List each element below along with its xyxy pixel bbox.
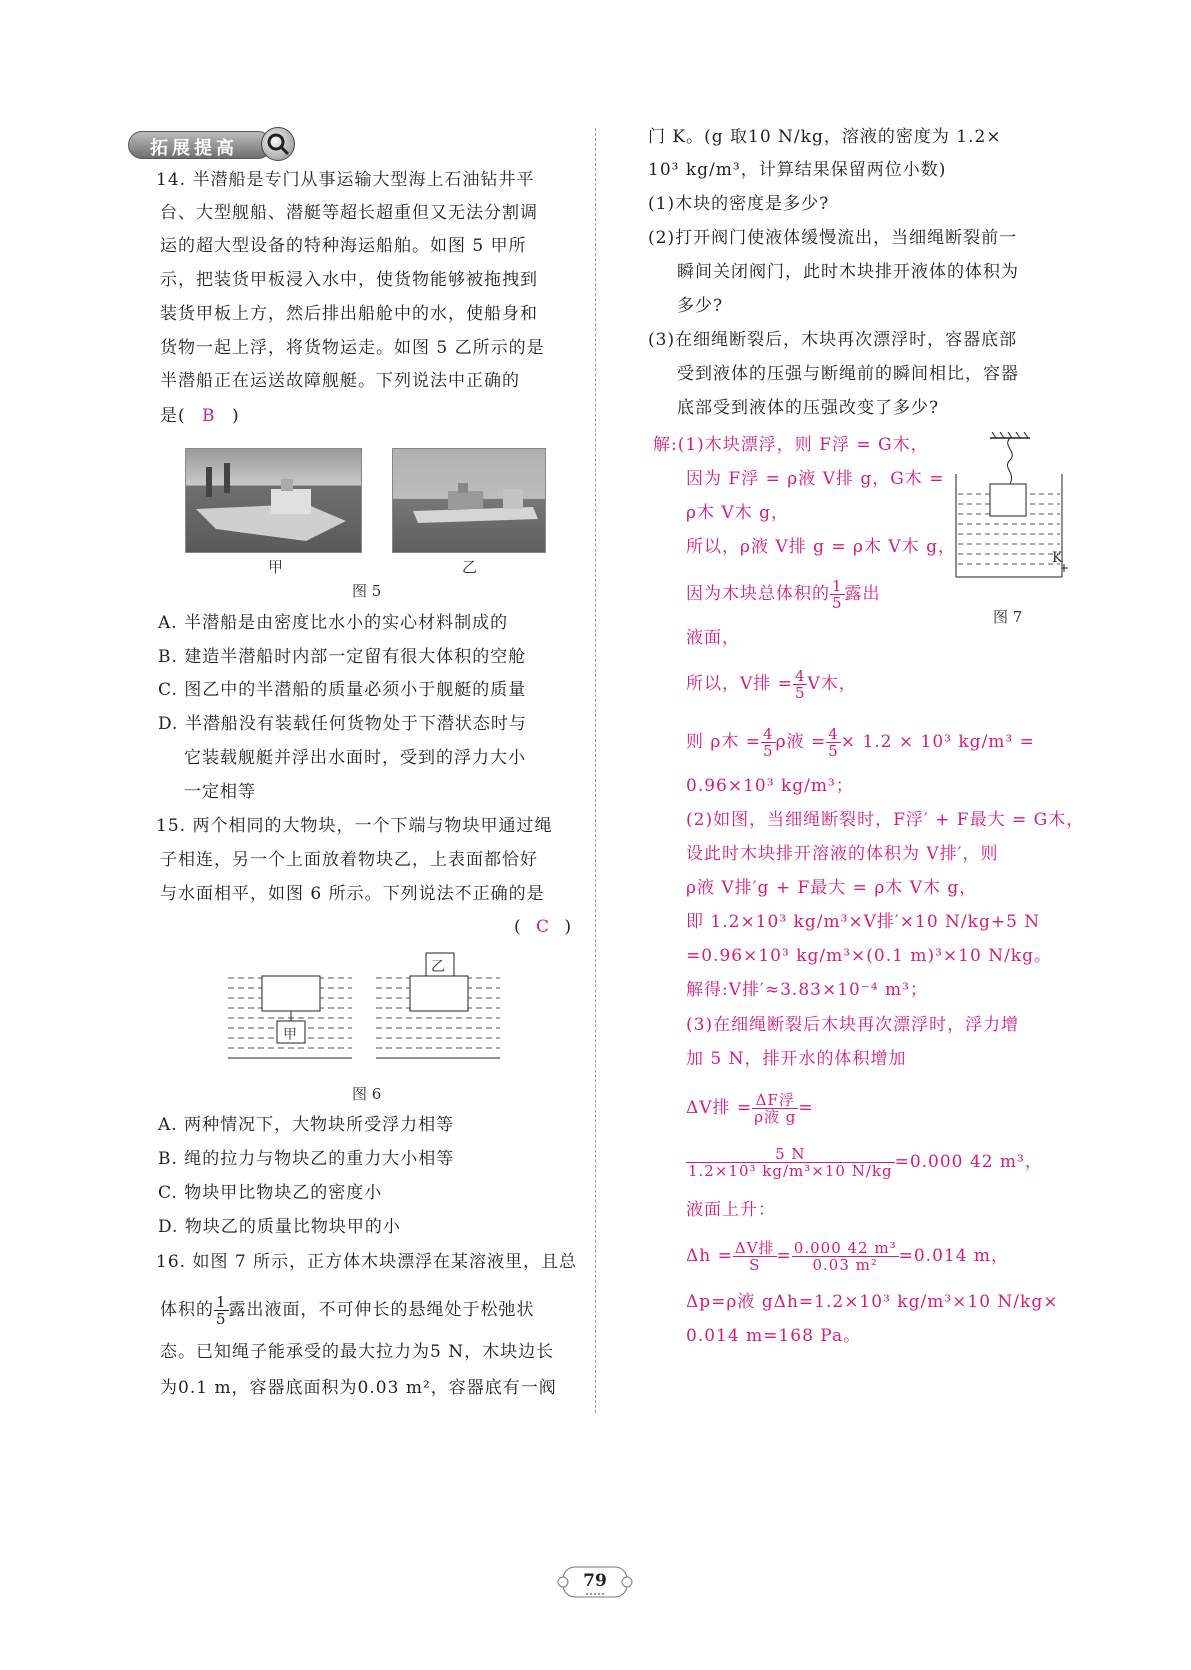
solution-text: Δh =: [686, 1246, 733, 1266]
fraction: [826, 726, 841, 759]
solution-line: (3)在细绳断裂后木块再次漂浮时，浮力增: [686, 1015, 1020, 1035]
figure6-block-jia: 甲: [283, 1027, 297, 1043]
fraction-denominator: 0.03 m²: [812, 1256, 878, 1274]
solution-text: 所以，V排 =: [686, 674, 793, 694]
q14-option: D. 半潜船没有装载任何货物处于下潜状态时与: [158, 714, 527, 734]
q15-line: 15. 两个相同的大物块，一个下端与物块甲通过绳: [156, 816, 553, 836]
fraction: [686, 1146, 895, 1179]
q16-cont-line: 门 K。(g 取10 N/kg，溶液的密度为 1.2×: [648, 127, 1002, 147]
q14-answer-line: [160, 406, 240, 426]
solution-text: ρ液 =: [775, 732, 827, 752]
fraction: [830, 578, 845, 611]
solution-text: =0.014 m，: [898, 1246, 1010, 1266]
fraction-denominator: ρ液 g: [754, 1108, 797, 1126]
solution-line: 即 1.2×10³ kg/m³×V排′×10 N/kg+5 N: [686, 912, 1041, 932]
solution-text: V木，: [807, 674, 857, 694]
fraction: [761, 726, 776, 759]
solution-line: [686, 664, 857, 704]
q14-stem-end: 是(: [160, 406, 186, 426]
q16-cont-line: (2)打开阀门使液体缓慢流出，当细绳断裂前一: [648, 228, 1018, 248]
solution-text: 露出: [844, 584, 881, 604]
fraction-numerator: ΔF浮: [752, 1092, 798, 1109]
fraction-numerator: 4: [794, 667, 806, 685]
solution-text: 因为木块总体积的: [686, 584, 830, 604]
q16-line: 为0.1 m，容器底面积为0.03 m²，容器底有一阀: [160, 1378, 557, 1398]
solution-line: [686, 1088, 814, 1128]
solution-line: 解得:V排′≈3.83×10⁻⁴ m³；: [686, 980, 928, 1000]
q16-cont-line: (3)在细绳断裂后，木块再次漂浮时，容器底部: [648, 330, 1018, 350]
page-number: 79: [583, 1571, 607, 1591]
fraction-numerator: 1: [216, 1293, 227, 1311]
q14-option: B. 建造半潜船时内部一定留有很大体积的空舱: [158, 647, 527, 667]
fraction-denominator: S: [749, 1256, 761, 1274]
q14-line: 14. 半潜船是专门从事运输大型海上石油钻井平: [156, 170, 535, 190]
solution-line: (2)如图，当细绳断裂时，F浮′ + F最大 = G木，: [686, 810, 1085, 830]
fraction-denominator: 5: [794, 684, 806, 702]
figure5-label-yi: 乙: [462, 558, 478, 576]
figure5-caption: 图 5: [352, 582, 382, 600]
figure6-diagram: [224, 948, 514, 1071]
q14-line: 运的超大型设备的特种海运船舶。如图 5 甲所: [160, 236, 527, 256]
solution-line: [686, 1142, 1043, 1182]
q16-text: 体积的: [160, 1300, 214, 1320]
q15-answer: C: [536, 917, 551, 937]
q16-cont-line: 受到液体的压强与断绳前的瞬间相比，容器: [677, 364, 1019, 384]
figure5-photo-jia: [185, 448, 362, 553]
q15-option: D. 物块乙的质量比物块甲的小: [158, 1217, 401, 1237]
solution-text: × 1.2 × 10³ kg/m³ =: [840, 732, 1035, 752]
q16-text: 露出液面，不可伸长的悬绳处于松弛状: [228, 1300, 535, 1320]
page-number-badge: [555, 1565, 635, 1601]
fraction-numerator: 4: [763, 725, 774, 743]
q15-option: C. 物块甲比物块乙的密度小: [158, 1183, 383, 1203]
solution-line: 解:(1)木块漂浮，则 F浮 = G木，: [653, 435, 929, 455]
solution-line: [686, 722, 1035, 762]
solution-text: =: [798, 1098, 814, 1118]
solution-line: 因为 F浮 = ρ液 V排 g，G木 =: [686, 469, 945, 489]
solution-line: ρ液 V排′g + F最大 = ρ木 V木 g，: [686, 878, 978, 898]
q16-cont-line: 多少?: [677, 296, 724, 316]
q15-answer-open: (: [514, 917, 522, 937]
fraction-numerator: 0.000 42 m³: [793, 1239, 897, 1257]
q15-answer-line: [514, 917, 572, 937]
q15-option: B. 绳的拉力与物块乙的重力大小相等: [158, 1149, 455, 1169]
figure6-block-yi: 乙: [431, 959, 445, 975]
fraction-numerator: 4: [828, 725, 839, 743]
solution-line: =0.96×10³ kg/m³×(0.1 m)³×10 N/kg。: [686, 946, 1052, 966]
solution-line: 所以，ρ液 V排 g = ρ木 V木 g，: [686, 537, 956, 557]
q16-cont-line: (1)木块的密度是多少?: [648, 194, 830, 214]
q15-line: 子相连，另一个上面放着物块乙，上表面都恰好: [160, 850, 538, 870]
fraction-numerator: 5 N: [686, 1146, 895, 1163]
q14-option: 一定相等: [184, 782, 256, 802]
q15-option: A. 两种情况下，大物块所受浮力相等: [158, 1115, 455, 1135]
fraction-numerator: ΔV排: [734, 1239, 775, 1257]
solution-line: 0.96×10³ kg/m³；: [686, 776, 854, 796]
q14-line: 货物一起上浮，将货物运走。如图 5 乙所示的是: [160, 338, 545, 358]
q14-line: 装货甲板上方，然后排出船舱中的水，使船身和: [160, 304, 538, 324]
fraction: [214, 1294, 229, 1327]
q16-line: 态。已知绳子能承受的最大拉力为5 N，木块边长: [160, 1342, 555, 1362]
solution-line: 0.014 m=168 Pa。: [686, 1326, 862, 1346]
fraction-denominator: 5: [763, 742, 774, 760]
q14-line: 台、大型舰船、潜艇等超长超重但又无法分割调: [160, 203, 538, 223]
figure6-caption: 图 6: [352, 1085, 382, 1103]
q16-line: 16. 如图 7 所示，正方体木块漂浮在某溶液里，且总: [156, 1252, 578, 1272]
fraction-denominator: 1.2×10³ kg/m³×10 N/kg: [688, 1162, 893, 1180]
column-divider: [595, 128, 596, 1413]
figure7-caption: 图 7: [993, 608, 1023, 626]
fraction-numerator: 1: [832, 577, 843, 595]
section-title: 拓展提高: [150, 138, 238, 159]
fraction: [752, 1092, 798, 1125]
solution-line: 加 5 N，排开水的体积增加: [686, 1049, 907, 1069]
q16-line: [160, 1290, 535, 1330]
q16-cont-line: 瞬间关闭阀门，此时木块排开液体的体积为: [677, 262, 1019, 282]
magnifier-icon: [261, 127, 295, 161]
q14-line: 示，把装货甲板浸入水中，使货物能够被拖拽到: [160, 270, 538, 290]
solution-line: [686, 574, 881, 614]
fraction-denominator: 5: [216, 1310, 227, 1328]
solution-line: 设此时木块排开溶液的体积为 V排′，则: [686, 844, 999, 864]
q14-stem-close: ): [231, 406, 240, 426]
q14-line: 半潜船正在运送故障舰艇。下列说法中正确的: [160, 371, 520, 391]
solution-line: Δp=ρ液 gΔh=1.2×10³ kg/m³×10 N/kg×: [686, 1292, 1059, 1312]
fraction: [733, 1240, 777, 1273]
solution-line: 液面上升：: [686, 1200, 776, 1220]
q15-line: 与水面相平，如图 6 所示。下列说法不正确的是: [160, 884, 545, 904]
figure5-label-jia: 甲: [268, 558, 284, 576]
solution-text: ΔV排 =: [686, 1098, 753, 1118]
q14-option: A. 半潜船是由密度比水小的实心材料制成的: [158, 613, 509, 633]
section-banner: [128, 127, 288, 159]
solution-line: ρ木 V木 g，: [686, 503, 789, 523]
solution-line: [686, 1236, 1009, 1276]
q14-option: C. 图乙中的半潜船的质量必须小于舰艇的质量: [158, 680, 527, 700]
solution-text: =: [776, 1246, 792, 1266]
q16-cont-line: 10³ kg/m³，计算结果保留两位小数): [648, 160, 947, 180]
fraction: [793, 668, 808, 701]
solution-text: =0.000 42 m³，: [894, 1152, 1043, 1172]
figure5-photo-yi: [392, 448, 546, 553]
solution-text: 则 ρ木 =: [686, 732, 762, 752]
fraction: [792, 1240, 899, 1273]
fraction-denominator: 5: [832, 594, 843, 612]
q15-answer-close: ): [564, 917, 573, 937]
figure7-valve-label: K: [1052, 550, 1063, 566]
fraction-denominator: 5: [828, 742, 839, 760]
q14-answer: B: [202, 406, 216, 426]
solution-line: 液面，: [686, 628, 740, 648]
q14-option: 它装载舰艇并浮出水面时，受到的浮力大小: [184, 748, 526, 768]
q16-cont-line: 底部受到液体的压强改变了多少?: [677, 398, 940, 418]
